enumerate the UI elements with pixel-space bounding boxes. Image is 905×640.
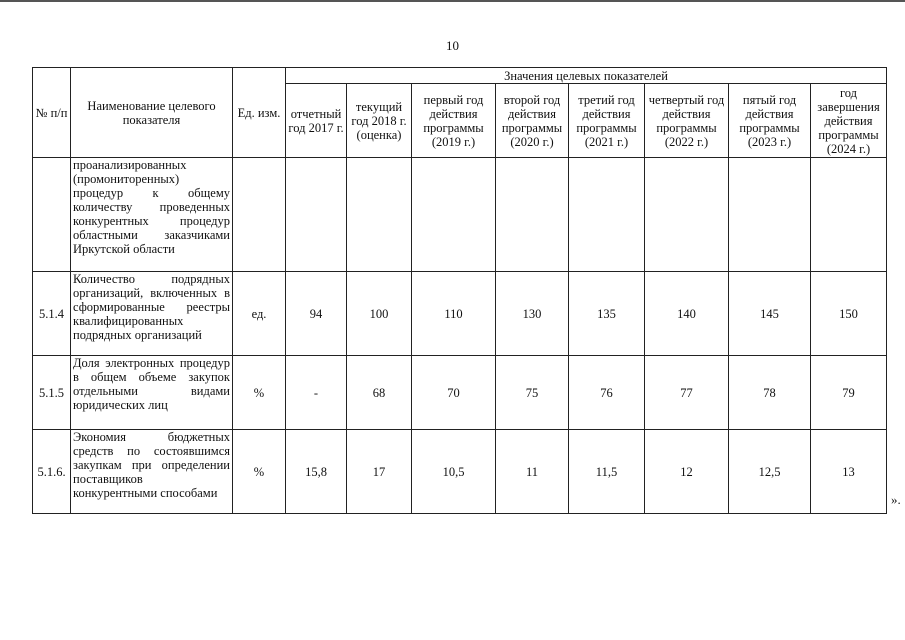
table-row (33, 356, 887, 430)
row-value-2017: - (286, 356, 347, 430)
row-value-2024: 13 (811, 430, 887, 514)
header-target-values: Значения целевых показателей (286, 68, 887, 84)
row-unit: % (233, 430, 286, 514)
row-value-2022 (645, 158, 729, 272)
row-value-2024: 150 (811, 272, 887, 356)
row-value-2021 (569, 158, 645, 272)
row-value-2021: 135 (569, 272, 645, 356)
row-value-2023: 145 (729, 272, 811, 356)
row-value-2020 (496, 158, 569, 272)
row-value-2020: 75 (496, 356, 569, 430)
row-indicator-name: Экономия бюджетных средств по состоявшимся закупкам при определении поставщиков конкурентными способами (71, 430, 233, 514)
row-indicator-name: Доля электронных процедур в общем объеме закупок отдельными видами юридических лиц (71, 356, 233, 430)
row-value-2018: 100 (347, 272, 412, 356)
row-value-2023: 12,5 (729, 430, 811, 514)
row-value-2019: 70 (412, 356, 496, 430)
row-value-2024 (811, 158, 887, 272)
header-row-group (33, 68, 887, 84)
row-unit: ед. (233, 272, 286, 356)
row-value-2022: 12 (645, 430, 729, 514)
row-value-2021: 76 (569, 356, 645, 430)
table-row (33, 158, 887, 272)
row-value-2018 (347, 158, 412, 272)
page-number: 10 (446, 38, 459, 53)
header-year-2017: отчетный год 2017 г. (286, 84, 347, 158)
row-number (33, 158, 71, 272)
row-unit: % (233, 356, 286, 430)
row-value-2022: 77 (645, 356, 729, 430)
table-row (33, 430, 887, 514)
header-year-2018: текущий год 2018 г. (оценка) (347, 84, 412, 158)
row-number: 5.1.5 (33, 356, 71, 430)
header-year-2022: четвертый год действия программы (2022 г.) (645, 84, 729, 158)
row-indicator-name: Количество подрядных организаций, включенных в сформированные реестры квалифицированных подрядных организаций (71, 272, 233, 356)
row-value-2021: 11,5 (569, 430, 645, 514)
header-indicator-name: Наименование целевого показателя (71, 68, 233, 158)
top-border-line (0, 0, 905, 2)
row-value-2017: 94 (286, 272, 347, 356)
header-year-2024: год завершения действия программы (2024 г.) (811, 84, 887, 158)
row-value-2018: 68 (347, 356, 412, 430)
row-value-2019: 110 (412, 272, 496, 356)
header-year-2021: третий год действия программы (2021 г.) (569, 84, 645, 158)
row-number: 5.1.6. (33, 430, 71, 514)
row-value-2017: 15,8 (286, 430, 347, 514)
header-year-2019: первый год действия программы (2019 г.) (412, 84, 496, 158)
header-unit: Ед. изм. (233, 68, 286, 158)
row-value-2024: 79 (811, 356, 887, 430)
row-value-2019: 10,5 (412, 430, 496, 514)
row-value-2019 (412, 158, 496, 272)
table-row (33, 272, 887, 356)
row-value-2018: 17 (347, 430, 412, 514)
row-value-2022: 140 (645, 272, 729, 356)
header-year-2020: второй год действия программы (2020 г.) (496, 84, 569, 158)
row-number: 5.1.4 (33, 272, 71, 356)
row-unit (233, 158, 286, 272)
row-value-2020: 11 (496, 430, 569, 514)
target-indicators-table (32, 67, 887, 514)
row-indicator-name: проанализированных (промониторенных) процедур к общему количеству проведенных конкурентных процедур областными заказчиками Иркутской области (71, 158, 233, 272)
row-value-2017 (286, 158, 347, 272)
header-number: № п/п (33, 68, 71, 158)
header-year-2023: пятый год действия программы (2023 г.) (729, 84, 811, 158)
row-value-2023: 78 (729, 356, 811, 430)
row-value-2023 (729, 158, 811, 272)
row-value-2020: 130 (496, 272, 569, 356)
closing-quote: ». (891, 492, 901, 507)
